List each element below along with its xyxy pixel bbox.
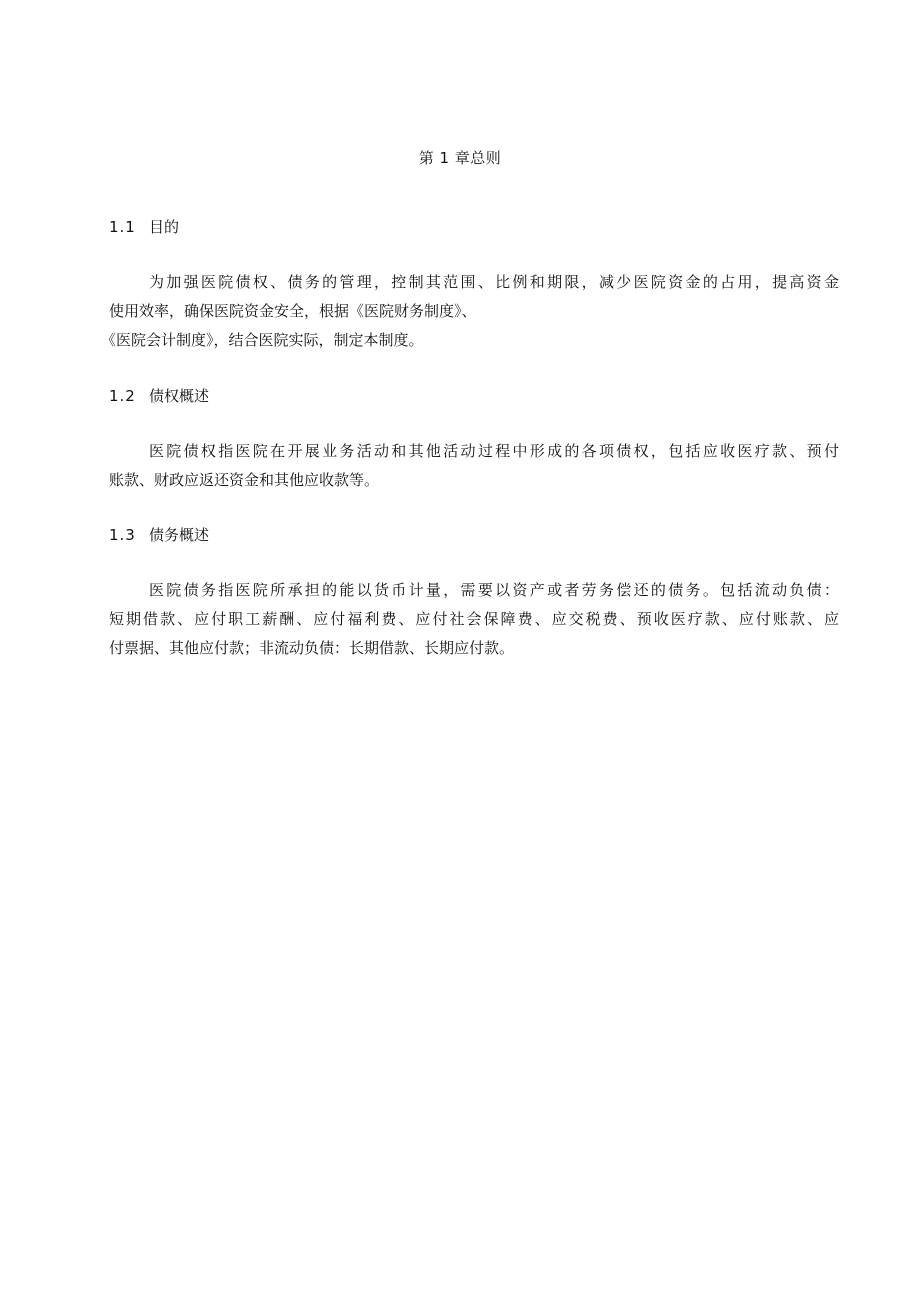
section-title: 债权概述 — [149, 387, 210, 405]
paragraph-line: 账款、财政应返还资金和其他应收款等。 — [109, 471, 380, 489]
section-heading-1-3 — [109, 524, 209, 546]
section-title: 债务概述 — [149, 526, 210, 544]
section-title: 目的 — [149, 218, 180, 236]
paragraph-line: 《医院会计制度》，结合医院实际，制定本制度。 — [101, 331, 424, 349]
section-heading-1-2 — [109, 385, 209, 407]
section-number: 1.2 — [109, 387, 136, 405]
section-number: 1.3 — [109, 526, 136, 544]
section-1-2-paragraph — [109, 437, 839, 495]
chapter-title: 第 1 章总则 — [418, 149, 502, 167]
paragraph-line: 付票据、其他应付款；非流动负债：长期借款、长期应付款。 — [109, 639, 515, 657]
section-1-3-paragraph — [109, 576, 839, 663]
paragraph-line: 短期借款、应付职工薪酬、应付福利费、应付社会保障费、应交税费、预收医疗款、应付账款、应 — [109, 610, 839, 628]
paragraph-line: 为加强医院债权、债务的管理，控制其范围、比例和期限，减少医院资金的占用，提高资金 — [149, 273, 839, 291]
paragraph-line: 医院债务指医院所承担的能以货币计量，需要以资产或者劳务偿还的债务。包括流动负债： — [149, 581, 839, 599]
section-1-1-paragraph — [101, 268, 839, 355]
section-heading-1-1 — [109, 216, 179, 238]
section-number: 1.1 — [109, 218, 136, 236]
paragraph-line: 使用效率，确保医院资金安全，根据《医院财务制度》、 — [109, 302, 477, 320]
paragraph-line: 医院债权指医院在开展业务活动和其他活动过程中形成的各项债权，包括应收医疗款、预付 — [149, 442, 839, 460]
